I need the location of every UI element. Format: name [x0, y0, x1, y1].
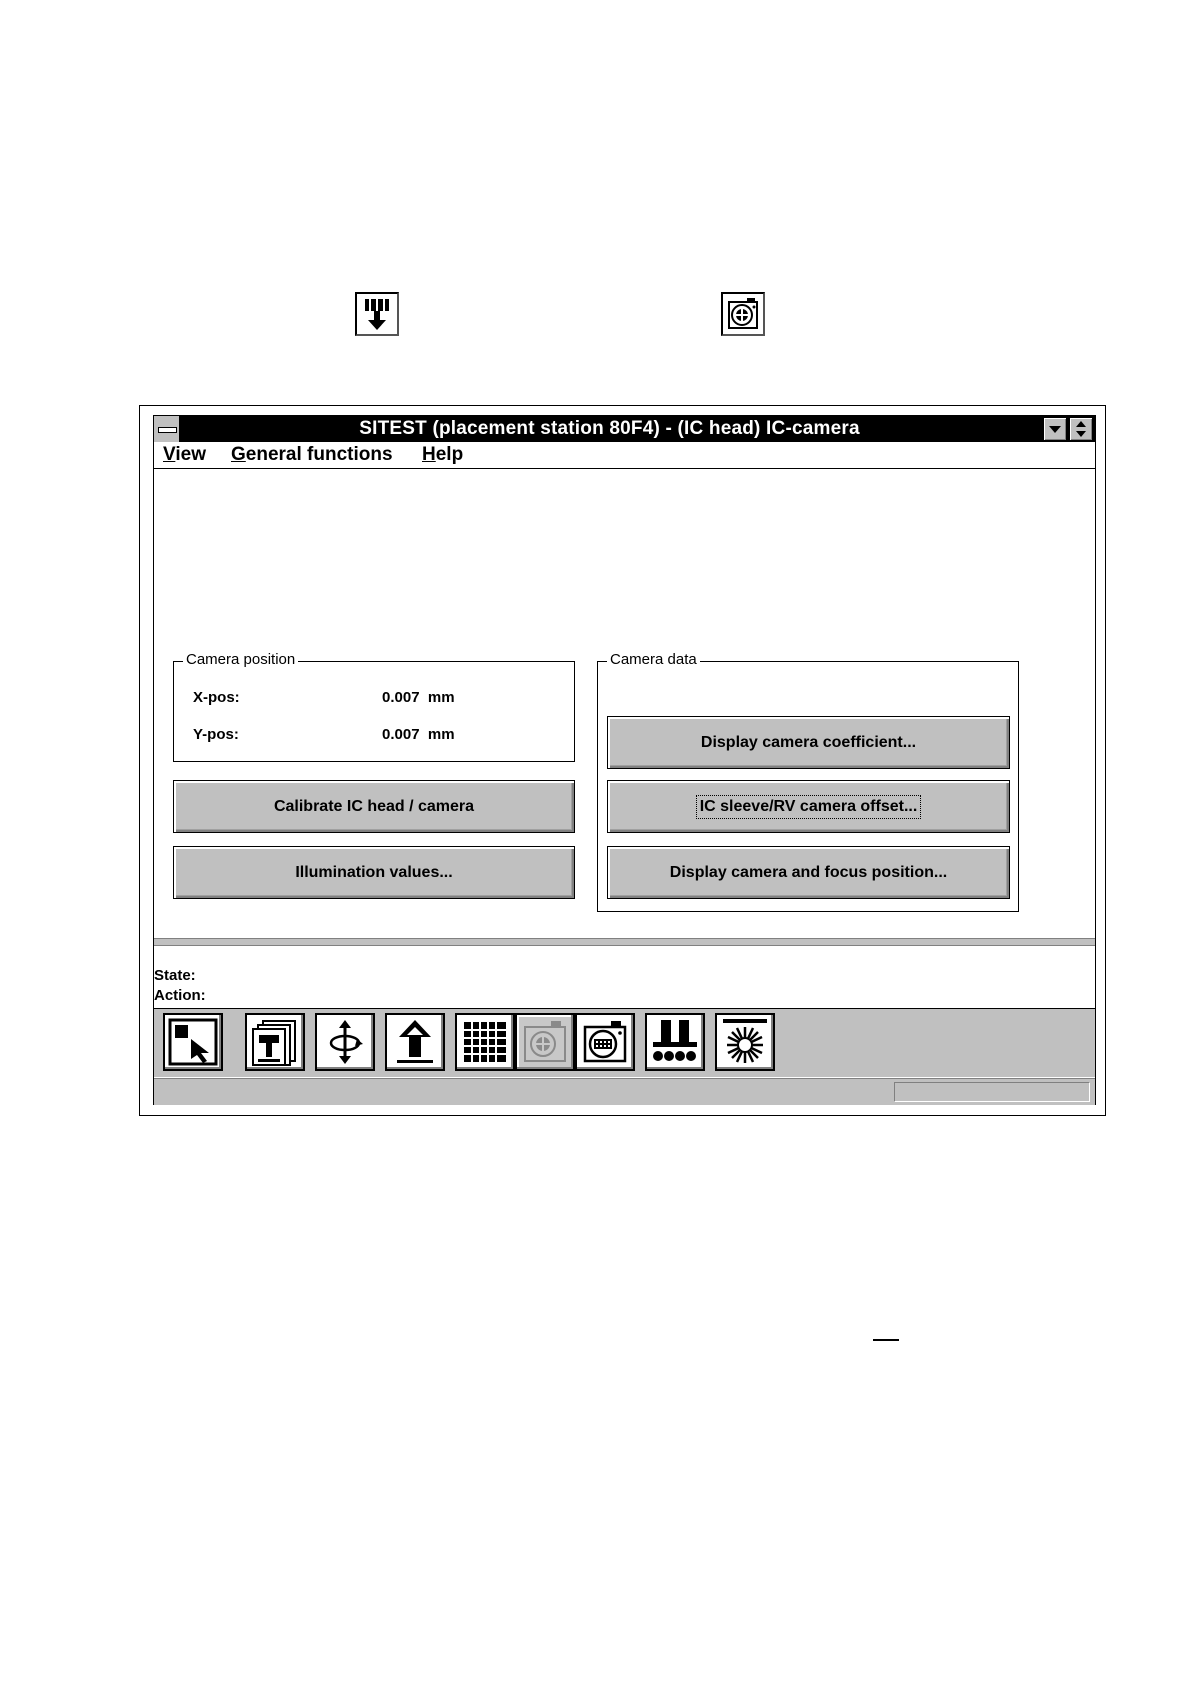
menu-view-label: iew — [175, 444, 206, 465]
camera-icon — [577, 1015, 633, 1069]
conveyor-icon — [647, 1015, 703, 1069]
rotation-icon — [317, 1015, 373, 1069]
arrow-down-icon — [1044, 418, 1066, 440]
camera-position-group — [173, 651, 575, 762]
menu-general-label: eneral functions — [245, 444, 393, 465]
pointer-icon — [165, 1015, 221, 1069]
conveyor-tool[interactable] — [645, 1013, 705, 1071]
menu-help[interactable] — [422, 444, 463, 466]
camera-disabled-tool — [515, 1013, 575, 1071]
state-label: State: — [154, 967, 196, 984]
window-title: SITEST (placement station 80F4) - (IC head) IC-camera — [359, 418, 860, 439]
underline-mark — [873, 1339, 899, 1341]
select-pointer-tool[interactable] — [163, 1013, 223, 1071]
rotation-axis-tool[interactable] — [315, 1013, 375, 1071]
illumination-button[interactable] — [173, 846, 575, 899]
calibrate-button[interactable] — [173, 780, 575, 833]
grid-icon — [457, 1015, 513, 1069]
sleeve-offset-button[interactable] — [607, 780, 1010, 833]
placement-head-icon — [387, 1015, 443, 1069]
ic-head-stack-icon — [247, 1015, 303, 1069]
camera-position-label: Camera position — [183, 651, 298, 669]
x-pos-value: 0.007 mm — [382, 689, 455, 706]
menu-help-accel: H — [422, 444, 436, 465]
y-pos-label: Y-pos: — [193, 726, 239, 743]
sleeve-offset-label: IC sleeve/RV camera offset... — [699, 797, 918, 815]
toolbar — [154, 1008, 1095, 1077]
ic-head-icon — [355, 292, 399, 336]
system-menu-button[interactable] — [154, 416, 180, 442]
display-coefficient-label: Display camera coefficient... — [700, 733, 917, 751]
grid-matrix-tool[interactable] — [455, 1013, 515, 1071]
illumination-button-label: Illumination values... — [295, 863, 453, 881]
pane-divider[interactable] — [154, 938, 1095, 946]
action-label: Action: — [154, 987, 206, 1004]
placement-head-tool[interactable] — [385, 1013, 445, 1071]
display-coefficient-button[interactable] — [607, 716, 1010, 769]
calibrate-button-label: Calibrate IC head / camera — [273, 797, 475, 815]
illumination-tool[interactable] — [715, 1013, 775, 1071]
restore-arrows-icon — [1070, 418, 1092, 440]
menu-view[interactable] — [163, 444, 206, 466]
menu-help-label: elp — [435, 444, 464, 465]
y-pos-value: 0.007 mm — [382, 726, 455, 743]
camera-icon — [721, 292, 765, 336]
camera-data-label: Camera data — [607, 651, 700, 669]
display-focus-button[interactable] — [607, 846, 1010, 899]
display-focus-label: Display camera and focus position... — [669, 863, 948, 881]
app-window — [153, 415, 1096, 1105]
screenshot-frame — [139, 405, 1106, 1116]
restore-button[interactable] — [1069, 417, 1093, 441]
x-pos-label: X-pos: — [193, 689, 240, 706]
minimize-button[interactable] — [1043, 417, 1067, 441]
menu-view-accel: V — [163, 444, 176, 465]
menu-general-accel: G — [231, 444, 246, 465]
menu-general-functions[interactable] — [231, 444, 393, 466]
camera-disabled-icon — [517, 1015, 573, 1069]
status-panel — [894, 1082, 1090, 1102]
title-bar — [154, 416, 1095, 442]
camera-tool[interactable] — [575, 1013, 635, 1071]
status-bar — [154, 1078, 1095, 1105]
menu-bar — [154, 442, 1095, 469]
illumination-icon — [717, 1015, 773, 1069]
ic-head-stack-tool[interactable] — [245, 1013, 305, 1071]
